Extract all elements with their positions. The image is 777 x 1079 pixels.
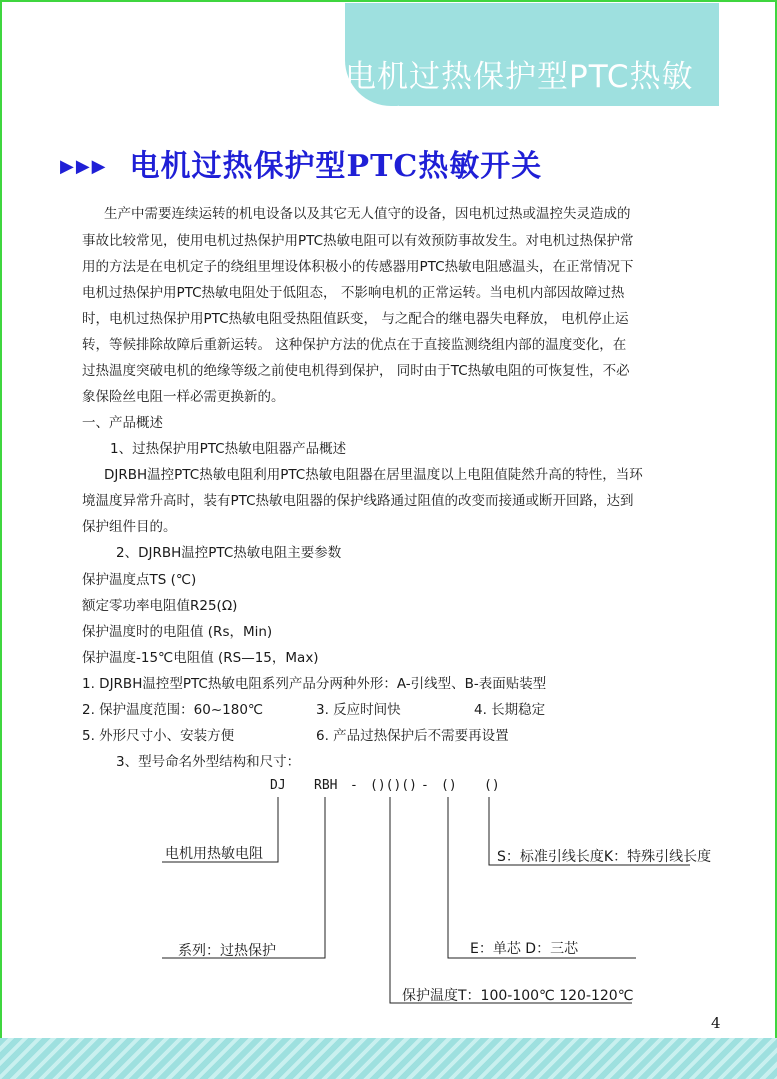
feature-item: 1. DJRBH温控型PTC热敏电阻系列产品分两种外形：A-引线型、B-表面贴装型 (82, 676, 547, 692)
feature-item: 2. 保护温度范围：60~180℃ (82, 702, 264, 718)
model-code-core: () (441, 778, 457, 793)
subsection-heading: 2、DJRBH温控PTC热敏电阻主要参数 (116, 545, 342, 561)
model-code-dj: DJ (270, 778, 286, 793)
feature-item: 4. 长期稳定 (474, 702, 546, 718)
label-motor-thermistor: 电机用热敏电阻 (165, 846, 263, 862)
parameter-item: 保护温度点TS (℃) (82, 572, 197, 588)
subsection-heading: 3、型号命名外型结构和尺寸： (116, 754, 301, 770)
banner-title: 电机过热保护型PTC热敏开关 (345, 59, 694, 140)
feature-item: 5. 外形尺寸小、安装方便 (82, 728, 235, 744)
paragraph-line: 时，电机过热保护用PTC热敏电阻受热阻值跃变， 与之配合的继电器失电释放， 电机停止运 (82, 311, 629, 327)
label-protection-temperature: 保护温度T：100-100℃ 120-120℃ (402, 988, 634, 1004)
feature-item: 6. 产品过热保护后不需要再设置 (316, 728, 509, 744)
model-code-lead: () (484, 778, 500, 793)
page-number: 4 (711, 1014, 721, 1032)
model-code-dash: - (350, 778, 358, 793)
label-core-type: E：单芯 D：三芯 (470, 941, 579, 957)
paragraph-line: 用的方法是在电机定子的绕组里埋设体积极小的传感器用PTC热敏电阻感温头，在正常情况下 (82, 259, 634, 275)
paragraph-line: 转，等候排除故障后重新运转。 这种保护方法的优点在于直接监测绕组内部的温度变化，在 (82, 337, 627, 353)
paragraph-line: 事故比较常见，使用电机过热保护用PTC热敏电阻可以有效预防事故发生。对电机过热保护常 (82, 233, 634, 249)
description-line: 境温度异常升高时，装有PTC热敏电阻器的保护线路通过阻值的改变而接通或断开回路，达到 (82, 493, 634, 509)
paragraph-line: 生产中需要连续运转的机电设备以及其它无人值守的设备，因电机过热或温控失灵造成的 (104, 206, 631, 222)
parameter-item: 保护温度-15℃电阻值 (RS—15，Max) (82, 650, 319, 666)
paragraph-line: 过热温度突破电机的绝缘等级之前使电机得到保护， 同时由于TC热敏电阻的可恢复性，不必 (82, 363, 630, 379)
model-code-rbh: RBH (314, 778, 338, 793)
subsection-heading: 1、过热保护用PTC热敏电阻器产品概述 (110, 441, 347, 457)
parameter-item: 保护温度时的电阻值 (Rs，Min) (82, 624, 273, 640)
feature-item: 3. 反应时间快 (316, 702, 401, 718)
label-lead-length: S：标准引线长度K：特殊引线长度 (497, 849, 712, 865)
section-heading: 一、产品概述 (82, 415, 163, 431)
heading-title: 电机过热保护型PTC热敏开关 (129, 149, 543, 184)
parameter-item: 额定零功率电阻值R25(Ω) (82, 598, 238, 614)
label-series: 系列：过热保护 (178, 943, 276, 959)
paragraph-line: 象保险丝电阻一样必需更换新的。 (82, 389, 285, 405)
description-line: 保护组件目的。 (82, 519, 177, 535)
paragraph-line: 电机过热保护用PTC热敏电阻处于低阻态， 不影响电机的正常运转。当电机内部因故障过热 (82, 285, 625, 301)
model-code-dash: - (421, 778, 429, 793)
description-line: DJRBH温控PTC热敏电阻利用PTC热敏电阻器在居里温度以上电阻值陡然升高的特性，当环 (104, 467, 643, 483)
footer-stripe (0, 1038, 777, 1079)
triple-arrow-icon: ▶▶▶ (60, 156, 108, 177)
model-code-temp: ()()() (370, 778, 417, 793)
